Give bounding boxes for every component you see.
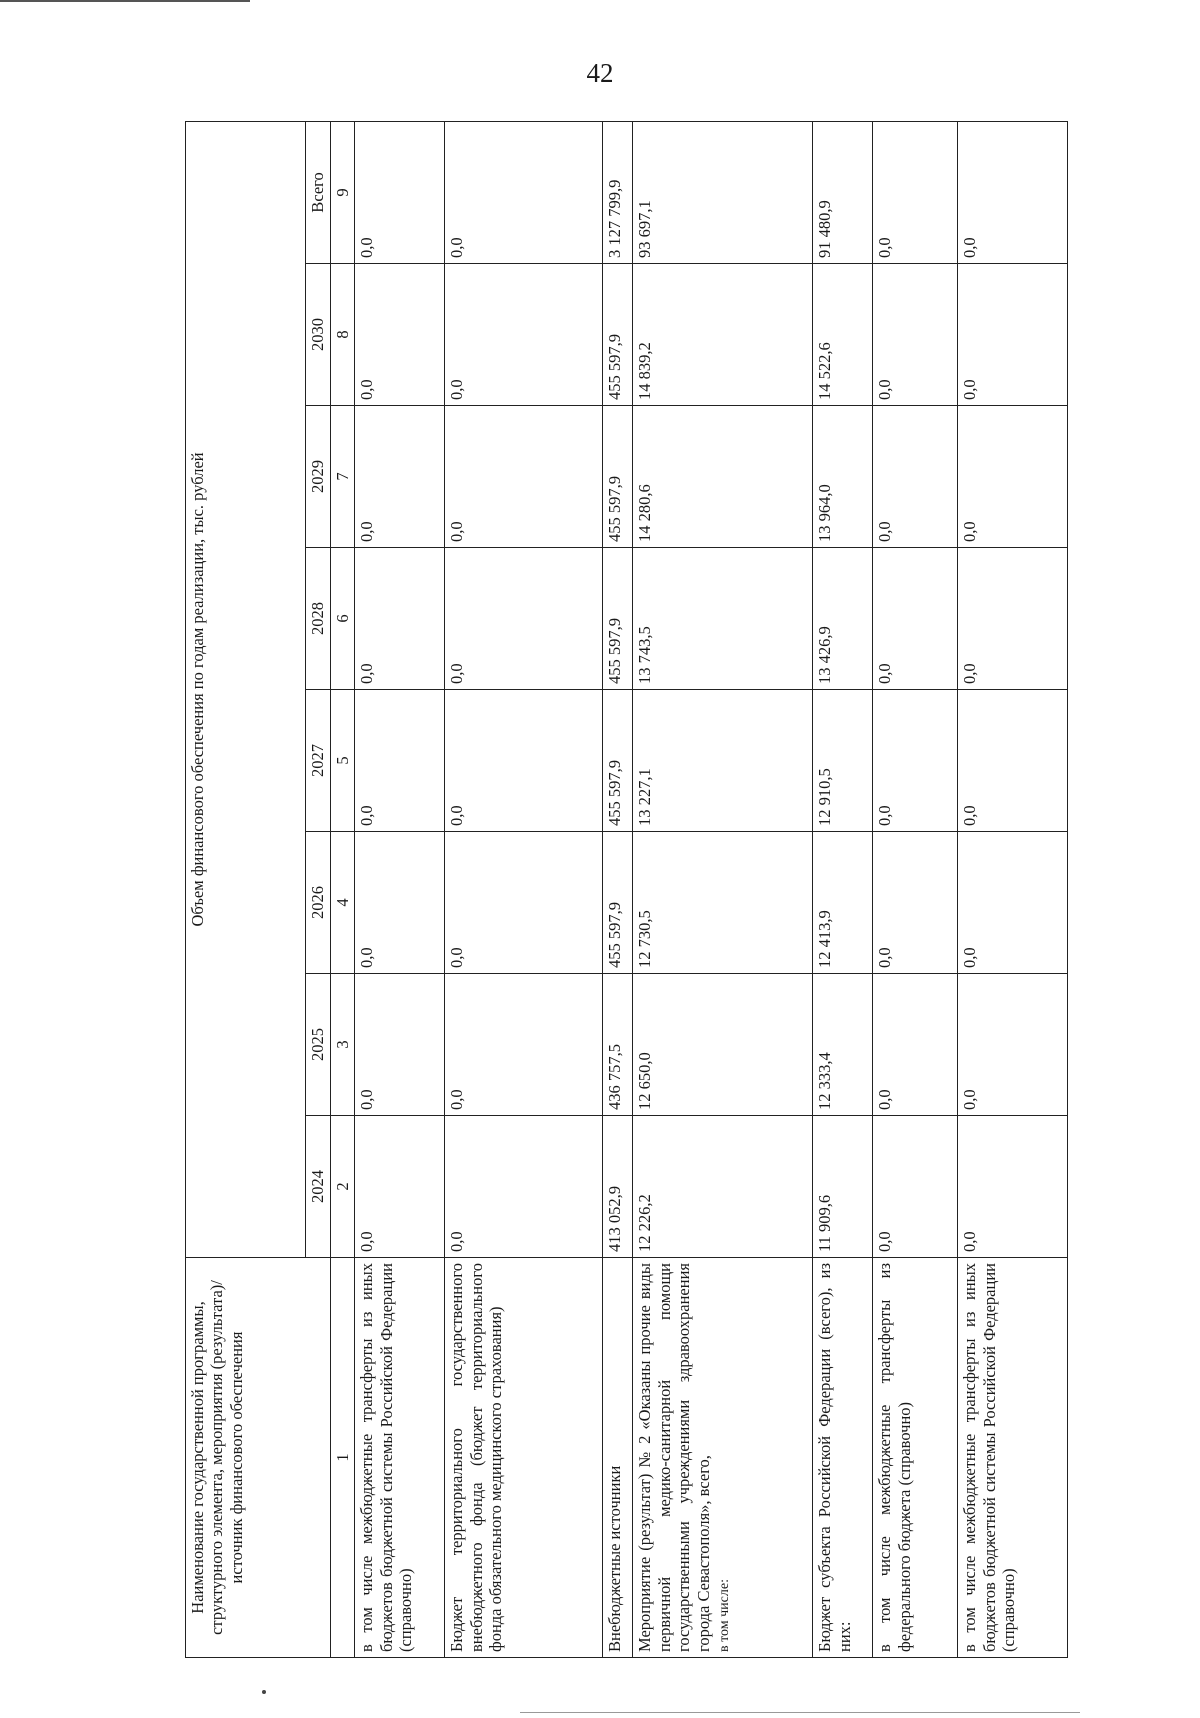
- row-value: 455 597,9: [603, 406, 633, 548]
- column-number: 2: [331, 1116, 355, 1258]
- row-value: 0,0: [445, 1116, 603, 1258]
- row-value: 12 226,2: [633, 1116, 813, 1258]
- row-value: 0,0: [445, 548, 603, 690]
- header-year: 2026: [306, 832, 331, 974]
- row-total: 3 127 799,9: [603, 121, 633, 263]
- row-value: 0,0: [355, 406, 445, 548]
- row-value: 0,0: [873, 690, 958, 832]
- row-value: 0,0: [355, 264, 445, 406]
- table-row: [355, 121, 445, 1657]
- table-row: [603, 121, 633, 1657]
- header-year: 2024: [306, 1116, 331, 1258]
- row-value: 0,0: [355, 1116, 445, 1258]
- row-value: 0,0: [958, 690, 1068, 832]
- header-year: 2030: [306, 264, 331, 406]
- row-value: 0,0: [873, 832, 958, 974]
- row-name: в том числе межбюджетные трансферты из федерального бюджета (справочно): [873, 1258, 958, 1658]
- row-value: 0,0: [958, 1116, 1068, 1258]
- row-value: 0,0: [873, 406, 958, 548]
- row-value: 0,0: [958, 264, 1068, 406]
- bottom-edge-line: [520, 1712, 1080, 1713]
- header-name-column: Наименование государственной программы, структурного элемента, мероприятия (результата)/источник финансового обеспечения: [186, 1258, 331, 1658]
- table-row: [813, 121, 873, 1657]
- column-number: 7: [331, 406, 355, 548]
- row-value: 11 909,6: [813, 1116, 873, 1258]
- scan-speck: [262, 1690, 266, 1694]
- row-total: 0,0: [873, 121, 958, 263]
- row-total: 0,0: [958, 121, 1068, 263]
- header-year: 2029: [306, 406, 331, 548]
- column-numbers-row: [331, 121, 355, 1657]
- row-value: 0,0: [873, 548, 958, 690]
- row-value: 0,0: [873, 1116, 958, 1258]
- row-total: 93 697,1: [633, 121, 813, 263]
- row-value: 413 052,9: [603, 1116, 633, 1258]
- header-year: 2028: [306, 548, 331, 690]
- row-value: 0,0: [355, 974, 445, 1116]
- column-number: 1: [331, 1258, 355, 1658]
- row-total: 0,0: [445, 121, 603, 263]
- row-value: 0,0: [445, 264, 603, 406]
- row-value: 12 650,0: [633, 974, 813, 1116]
- column-number: 3: [331, 974, 355, 1116]
- row-name-text: Мероприятие (результат) № 2 «Оказаны прочие виды первичной медико-санитарной помощи государственными учреждениями здравоохранения города Севастополя», всего,: [635, 1263, 713, 1652]
- row-value: 14 280,6: [633, 406, 813, 548]
- row-value: 14 839,2: [633, 264, 813, 406]
- row-value: 455 597,9: [603, 548, 633, 690]
- row-value: 13 743,5: [633, 548, 813, 690]
- row-name-tail: в том числе:: [717, 1579, 733, 1652]
- row-value: 12 730,5: [633, 832, 813, 974]
- row-name: Внебюджетные источники: [603, 1258, 633, 1658]
- row-value: 455 597,9: [603, 264, 633, 406]
- row-value: 13 964,0: [813, 406, 873, 548]
- row-value: 12 910,5: [813, 690, 873, 832]
- financing-table: [185, 121, 1068, 1658]
- row-value: 455 597,9: [603, 690, 633, 832]
- row-value: 12 413,9: [813, 832, 873, 974]
- page-number: 42: [586, 58, 614, 88]
- row-value: 0,0: [958, 548, 1068, 690]
- row-name: Бюджет субъекта Российской Федерации (всего), из них:: [813, 1258, 873, 1658]
- table-row: [873, 121, 958, 1657]
- row-value: 0,0: [445, 974, 603, 1116]
- row-value: 0,0: [873, 264, 958, 406]
- row-value: 0,0: [445, 690, 603, 832]
- row-value: 0,0: [958, 406, 1068, 548]
- row-name: в том числе межбюджетные трансферты из иных бюджетов бюджетной системы Российской Федерации (справочно): [355, 1258, 445, 1658]
- row-value: 13 227,1: [633, 690, 813, 832]
- table-row: [633, 121, 813, 1657]
- row-value: 0,0: [958, 832, 1068, 974]
- row-total: 91 480,9: [813, 121, 873, 263]
- row-value: 0,0: [958, 974, 1068, 1116]
- rotated-sheet: [185, 122, 1065, 1658]
- row-value: 13 426,9: [813, 548, 873, 690]
- row-value: 0,0: [873, 974, 958, 1116]
- column-number: 9: [331, 121, 355, 263]
- table-row: [445, 121, 603, 1657]
- column-number: 6: [331, 548, 355, 690]
- row-value: 12 333,4: [813, 974, 873, 1116]
- row-name: Бюджет территориального государственного внебюджетного фонда (бюджет территориального фонда обязательного медицинского страхования): [445, 1258, 603, 1658]
- top-edge-line: [0, 0, 250, 2]
- header-year: 2025: [306, 974, 331, 1116]
- column-number: 8: [331, 264, 355, 406]
- column-number: 4: [331, 832, 355, 974]
- row-total: 0,0: [355, 121, 445, 263]
- row-value: 0,0: [445, 832, 603, 974]
- row-value: 0,0: [355, 548, 445, 690]
- row-name: [633, 1258, 813, 1658]
- row-name: в том числе межбюджетные трансферты из иных бюджетов бюджетной системы Российской Федерации (справочно): [958, 1258, 1068, 1658]
- row-value: 14 522,6: [813, 264, 873, 406]
- row-value: 436 757,5: [603, 974, 633, 1116]
- row-value: 0,0: [355, 690, 445, 832]
- header-year: 2027: [306, 690, 331, 832]
- header-total: Всего: [306, 121, 331, 263]
- header-volume: Объем финансового обеспечения по годам реализации, тыс. рублей: [186, 121, 306, 1257]
- table-row: [958, 121, 1068, 1657]
- row-value: 455 597,9: [603, 832, 633, 974]
- row-value: 0,0: [445, 406, 603, 548]
- column-number: 5: [331, 690, 355, 832]
- row-value: 0,0: [355, 832, 445, 974]
